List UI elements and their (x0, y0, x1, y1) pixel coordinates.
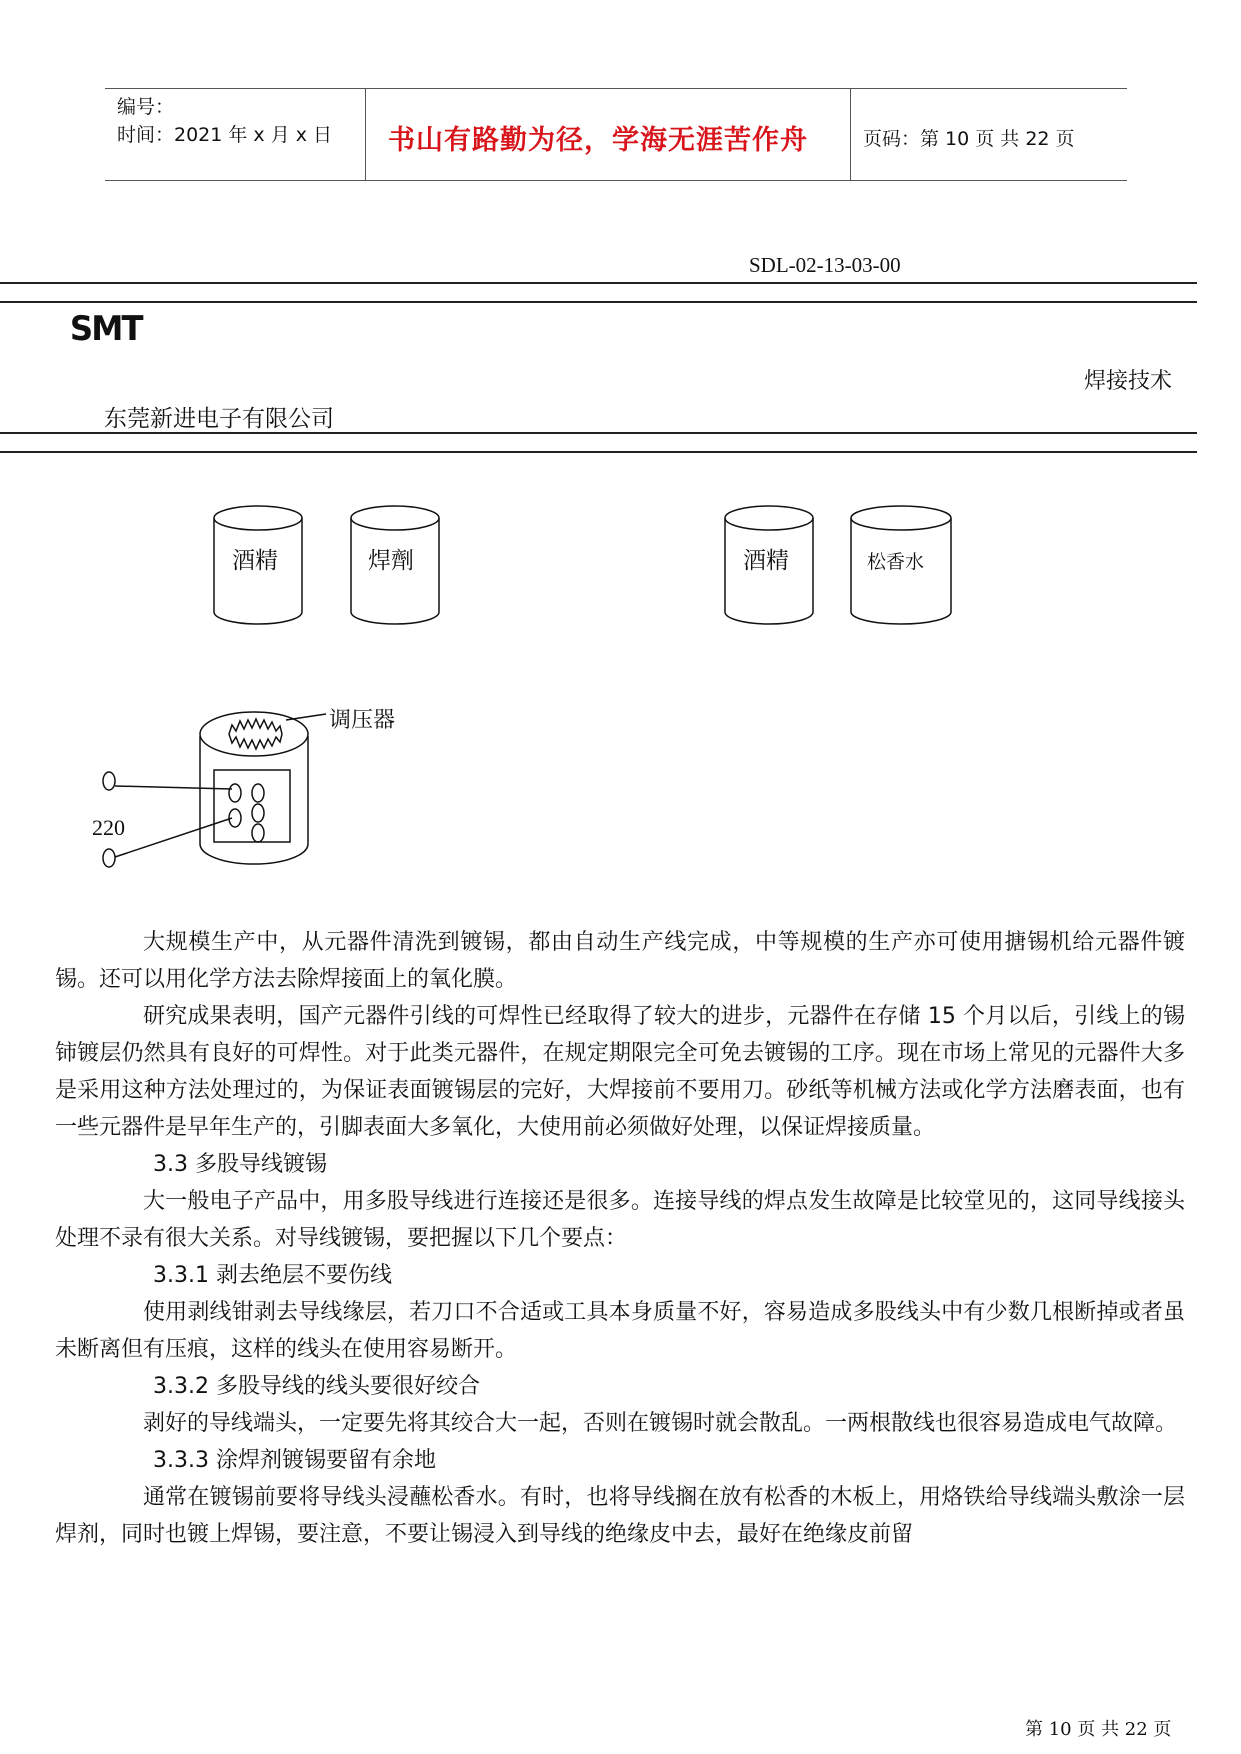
header-motto: 书山有路勤为径，学海无涯苦作舟 (388, 125, 808, 156)
section-heading: 3.3.2 多股导线的线头要很好绞合 (153, 1374, 480, 1399)
body-text (55, 924, 1185, 1553)
paragraph: 大规模生产中，从元器件清洗到镀锡，都由自动生产线完成，中等规模的生产亦可使用搪锡机给元器件镀锡。还可以用化学方法去除焊接面上的氧化膜。 (55, 930, 1185, 992)
regulator-label: 调压器 (329, 708, 396, 733)
soldering-diagram (0, 480, 1241, 900)
paragraph: 研究成果表明，国产元器件引线的可焊性已经取得了较大的进步，元器件在存储 15 个月以后，引线上的锡铈镀层仍然具有良好的可焊性。对于此类元器件，在规定期限完全可免去镀锡的工序。现在市场上常见的元器件大多是采用这种方法处理过的，为保证表面镀锡层的完好，大焊接前不要用刀。砂纸等机械方法或化学方法磨表面，也有一些元器件是早年生产的，引脚表面大多氧化，大使用前必须做好处理，以保证焊接质量。 (55, 1004, 1185, 1140)
heating-element-icon (229, 719, 282, 749)
document-id: SDL-02-13-03-00 (749, 253, 901, 277)
smt-logo: SMT (69, 309, 142, 349)
header-divider-left (365, 88, 366, 181)
cylinder-label-1: 酒精 (232, 548, 278, 574)
footer-page-label: 第 10 页 共 22 页 (1025, 1719, 1172, 1740)
banner-rule-bottom-1 (0, 432, 1197, 434)
banner-rule-top-1 (0, 282, 1197, 284)
section-heading: 3.3.1 剥去绝层不要伤线 (153, 1263, 392, 1288)
section-heading: 3.3.3 涂焊剂镀锡要留有余地 (153, 1448, 436, 1473)
header-bottom-border (105, 180, 1127, 181)
regulator-leader-line (286, 714, 326, 720)
section-heading: 3.3 多股导线镀锡 (153, 1152, 327, 1177)
header-time-label: 时间：2021 年 x 月 x 日 (117, 124, 333, 146)
header-number-label: 编号： (117, 96, 175, 118)
header-divider-right (850, 88, 851, 181)
cylinder-label-2: 焊劑 (368, 548, 414, 574)
power-terminal-top (103, 772, 115, 790)
paragraph: 通常在镀锡前要将导线头浸蘸松香水。有时，也将导线搁在放有松香的木板上，用烙铁给导线端头敷涂一层焊剂，同时也镀上焊锡，要注意，不要让锡浸入到导线的绝缘皮中去，最好在绝缘皮前留 (55, 1485, 1185, 1547)
paragraph: 使用剥线钳剥去导线缘层，若刀口不合适或工具本身质量不好，容易造成多股线头中有少数几根断掉或者虽未断离但有压痕，这样的线头在使用容易断开。 (55, 1300, 1185, 1362)
voltage-label: 220 (92, 815, 125, 840)
paragraph: 剥好的导线端头，一定要先将其绞合大一起，否则在镀锡时就会散乱。一两根散线也很容易造成电气故障。 (143, 1411, 1178, 1436)
cylinder-label-4: 松香水 (867, 551, 925, 573)
header-page-info: 页码：第 10 页 共 22 页 (863, 128, 1075, 150)
banner-rule-top-2 (0, 301, 1197, 303)
document-title: 焊接技术 (1084, 369, 1173, 394)
header-top-border (105, 88, 1127, 89)
paragraph: 大一般电子产品中，用多股导线进行连接还是很多。连接导线的焊点发生故障是比较堂见的，这同导线接头处理不录有很大关系。对导线镀锡，要把握以下几个要点： (55, 1189, 1185, 1251)
company-name: 东莞新进电子有限公司 (104, 406, 334, 432)
cylinder-label-3: 酒精 (743, 548, 789, 574)
banner-rule-bottom-2 (0, 451, 1197, 453)
power-terminal-bottom (103, 849, 115, 867)
